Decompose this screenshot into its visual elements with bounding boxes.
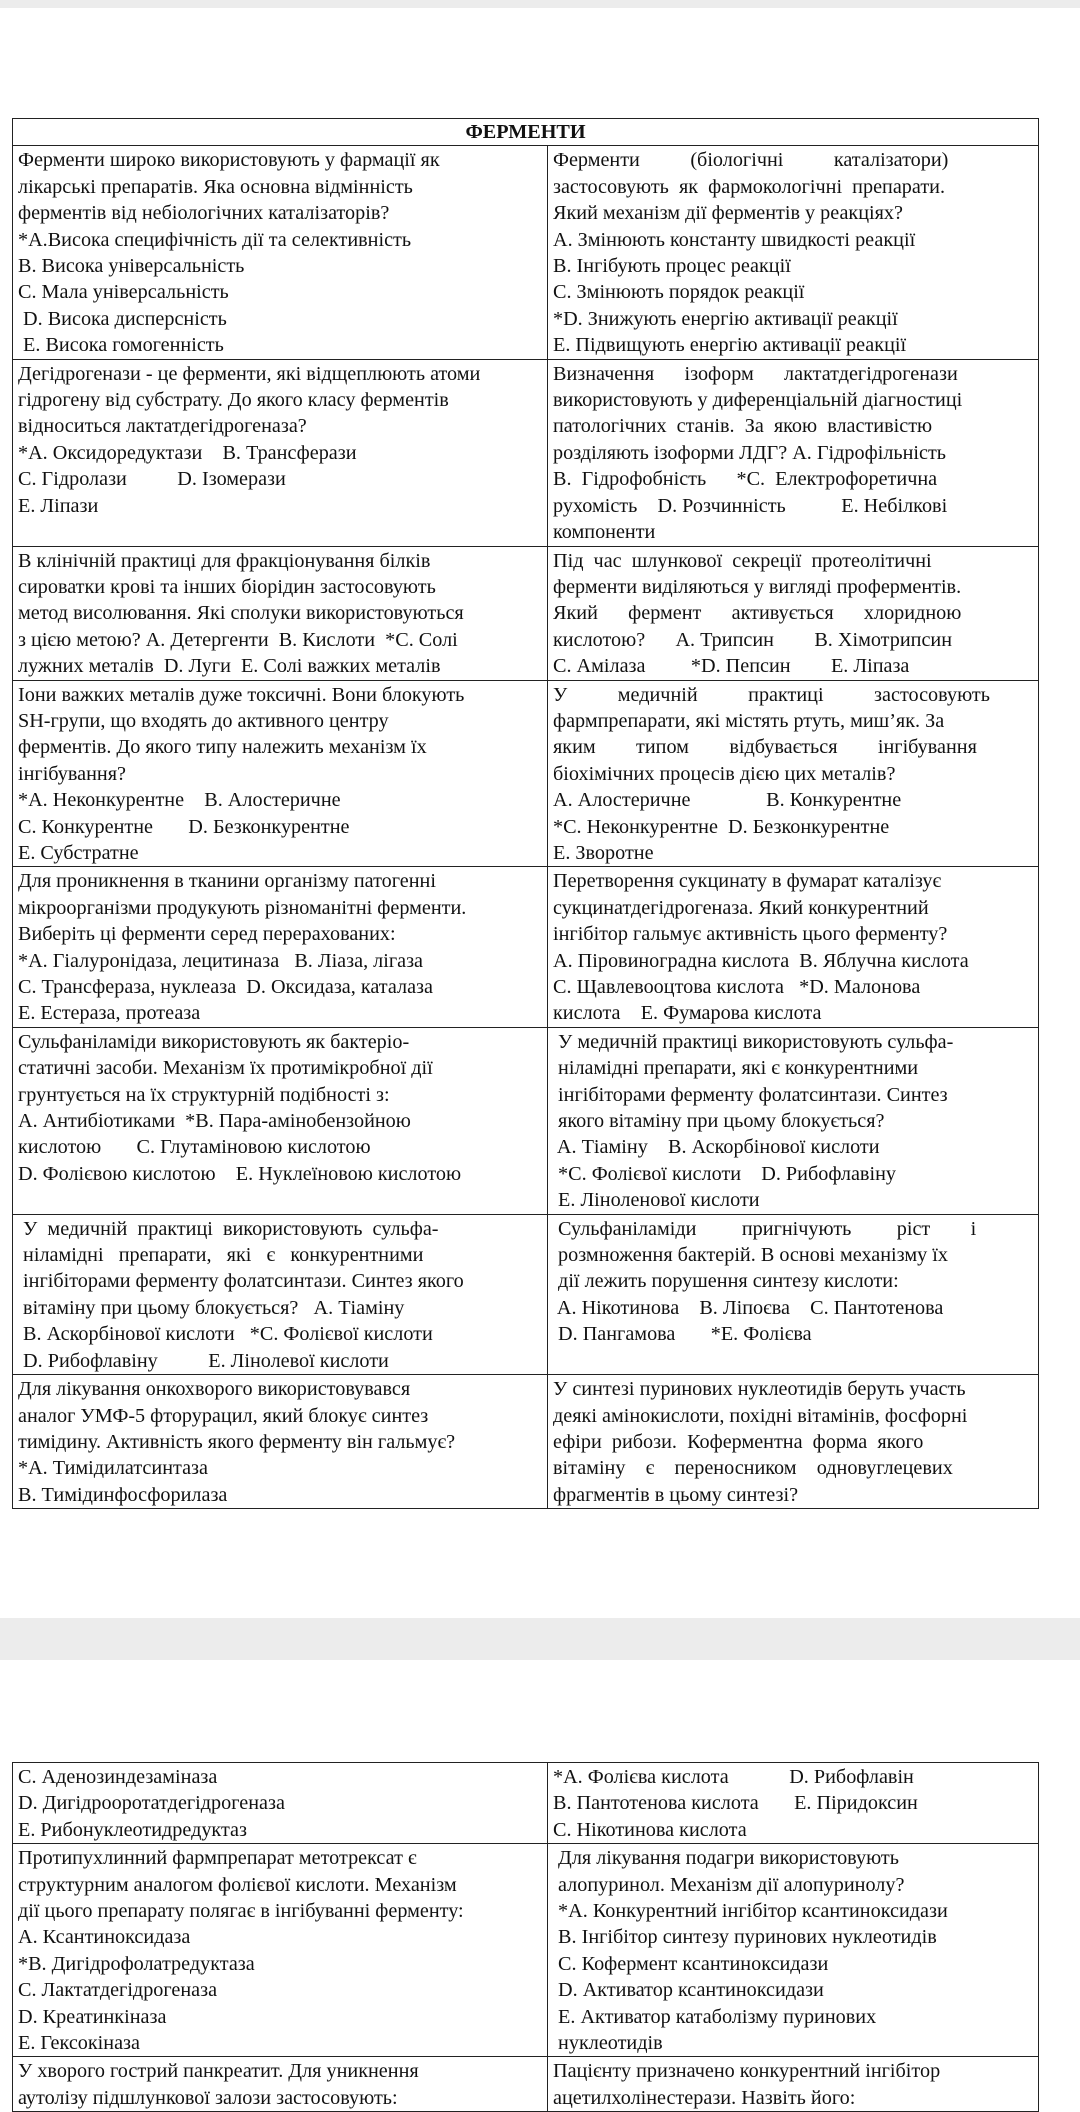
question-line: ферментів. До якого типу належить механізм їх — [18, 736, 427, 759]
question-line: Дегідрогенази - це ферменти, які відщеплюють атоми — [18, 362, 481, 385]
question-line: розмноження бактерій. В основі механізму їх — [553, 1244, 948, 1267]
question-line: сироватки крові та інших біорідин застосовують — [18, 575, 436, 598]
question-row — [13, 1214, 1039, 1374]
question-cell-left — [13, 2057, 548, 2112]
question-line: A. Алостеричне B. Конкурентне — [553, 789, 902, 812]
question-line: *C. Неконкурентне D. Безконкурентне — [553, 815, 890, 838]
question-line: використовують у диференціальній діагностиці — [553, 389, 963, 412]
question-line: *A. Оксидоредуктази B. Трансферази — [18, 441, 357, 464]
enzymes-table-page-1 — [12, 118, 1039, 1509]
question-line: патологічних станів. За якою властивістю — [553, 415, 933, 438]
question-line: Для лікування онкохворого використовувався — [18, 1378, 411, 1401]
question-cell-left — [13, 146, 548, 359]
question-line: біохімічних процесів дією цих металів? — [553, 762, 896, 785]
question-line: *B. Дигідрофолатредуктаза — [18, 1952, 255, 1975]
question-line: з цією метою? A. Детергенти B. Кислоти *C. Солі — [18, 628, 458, 651]
question-line: *A. Конкурентний інгібітор ксантиноксидази — [553, 1900, 948, 1923]
question-line: лікарські препаратів. Яка основна відмінність — [18, 175, 413, 198]
question-line: B. Інгібують процес реакції — [553, 255, 791, 278]
question-line: ферментів від небіологічних каталізаторів? — [18, 202, 390, 225]
question-cell-right — [548, 546, 1039, 680]
question-line: лужних металів D. Луги E. Солі важких металів — [18, 655, 441, 678]
question-line: B. Пантотенова кислота E. Піридоксин — [553, 1792, 918, 1815]
question-cell-right — [548, 2057, 1039, 2112]
question-line: ацетилхолінестерази. Назвіть його: — [553, 2086, 856, 2109]
question-line: *А.Висока специфічність дії та селективність — [18, 228, 412, 251]
question-cell-left — [13, 680, 548, 867]
question-row — [13, 867, 1039, 1027]
question-cell-right — [548, 1214, 1039, 1374]
question-row — [13, 2057, 1039, 2112]
question-row — [13, 1844, 1039, 2057]
question-line: A. Піровиноградна кислота B. Яблучна кислота — [553, 949, 969, 972]
question-line: фармпрепарати, які містять ртуть, миш’як. За — [553, 709, 945, 732]
question-line: У медичній практиці використовують сульфа- — [18, 1217, 439, 1240]
question-line: деякі амінокислоти, похідні вітамінів, фосфорні — [553, 1404, 968, 1427]
question-cell-left — [13, 1214, 548, 1374]
question-line: D. Дигідрооротатдегідрогеназа — [18, 1792, 285, 1815]
question-line: алопуринол. Механізм дії алопуринолу? — [553, 1873, 905, 1896]
question-row — [13, 1375, 1039, 1509]
question-cell-left — [13, 1844, 548, 2057]
question-line: Виберіть ці ферменти серед перерахованих: — [18, 923, 396, 946]
question-line: кислотою C. Глутаміновою кислотою — [18, 1136, 371, 1159]
question-line: A. Ксантиноксидаза — [18, 1926, 191, 1949]
question-line: C. Конкурентне D. Безконкурентне — [18, 815, 350, 838]
question-line: Протипухлинний фармпрепарат метотрексат є — [18, 1847, 417, 1870]
question-cell-right — [548, 359, 1039, 546]
question-line: вітаміну є переносником одновуглецевих — [553, 1457, 953, 1480]
question-line: D. Висока дисперсність — [18, 307, 227, 330]
question-line: *A. Неконкурентне B. Алостеричне — [18, 789, 341, 812]
question-line: C. Кофермент ксантиноксидази — [553, 1952, 829, 1975]
question-line: грунтується на їх структурній подібності з: — [18, 1083, 390, 1106]
question-line: кислота E. Фумарова кислота — [553, 1002, 822, 1025]
top-gap — [0, 0, 1080, 8]
question-line: A. Антибіотиками *B. Пара-амінобензойною — [18, 1110, 411, 1133]
question-line: B. Тимідинфосфорилаза — [18, 1483, 228, 1506]
question-cell-right — [548, 146, 1039, 359]
question-line: C. Гідролази D. Ізомерази — [18, 468, 286, 491]
enzymes-table-page-2 — [12, 1762, 1039, 2112]
question-line: Ферменти (біологічні каталізатори) — [553, 149, 949, 172]
question-line: гідрогену від субстрату. До якого класу ферментів — [18, 389, 449, 412]
question-row — [13, 546, 1039, 680]
question-line: відноситься лактатдегідрогеназа? — [18, 415, 307, 438]
question-cell-left — [13, 867, 548, 1027]
question-line: Який механізм дії ферментів у реакціях? — [553, 202, 903, 225]
question-line: A. Нікотинова B. Ліпоєва C. Пантотенова — [553, 1296, 944, 1319]
question-line: E. Підвищують енергію активації реакції — [553, 334, 907, 357]
question-line: E. Активатор катаболізму пуринових — [553, 2005, 877, 2028]
question-line: D. Активатор ксантиноксидази — [553, 1979, 824, 2002]
question-cell-right — [548, 867, 1039, 1027]
question-line: D. Креатинкіназа — [18, 2005, 167, 2028]
question-line: C. Лактатдегідрогеназа — [18, 1979, 218, 2002]
question-cell-left — [13, 1375, 548, 1509]
question-line: розділяють ізоформи ЛДГ? A. Гідрофільність — [553, 441, 946, 464]
question-line: У синтезі пуринових нуклеотидів беруть участь — [553, 1378, 966, 1401]
question-line: *A. Фолієва кислота D. Рибофлавін — [553, 1766, 914, 1788]
page-title: ФЕРМЕНТИ — [13, 119, 1039, 146]
question-line: ферменти виділяються у вигляді проферментів. — [553, 575, 962, 598]
question-line: D. Фолієвою кислотою E. Нуклеїновою кислотою — [18, 1162, 462, 1185]
question-line: інгібітор гальмує активність цього ферменту? — [553, 923, 948, 946]
question-line: *C. Фолієвої кислоти D. Рибофлавіну — [553, 1162, 896, 1185]
question-line: метод висолювання. Які сполуки використовуються — [18, 602, 464, 625]
question-line: компоненти — [553, 521, 656, 544]
question-line: Пацієнту призначено конкурентний інгібітор — [553, 2060, 941, 2083]
question-line: B. Аскорбінової кислоти *C. Фолієвої кислоти — [18, 1323, 433, 1346]
question-line: E. Зворотне — [553, 841, 654, 864]
question-line: дії цього препарату полягає в інгібуванні ферменту: — [18, 1900, 464, 1923]
question-line: аналог УМФ-5 фторурацил, який блокує синтез — [18, 1404, 429, 1427]
question-line: ефіри рибози. Коферментна форма якого — [553, 1430, 924, 1453]
question-line: *D. Знижують енергію активації реакції — [553, 307, 898, 330]
question-line: У хворого гострий панкреатит. Для уникнення — [18, 2060, 419, 2083]
question-line: A. Тіаміну B. Аскорбінової кислоти — [553, 1136, 880, 1159]
question-line: B. Інгібітор синтезу пуринових нуклеотидів — [553, 1926, 937, 1949]
question-line: D. Пангамова *E. Фолієва — [553, 1323, 812, 1346]
page-separator — [0, 1618, 1080, 1660]
question-line: E. Естераза, протеаза — [18, 1002, 201, 1025]
question-line: A. Змінюють константу швидкості реакції — [553, 228, 916, 251]
question-line: тимідину. Активність якого ферменту він гальмує? — [18, 1430, 456, 1453]
question-line: E. Висока гомогенність — [18, 334, 224, 357]
question-line: аутолізу підшлункової залози застосовують: — [18, 2086, 398, 2109]
question-cell-right — [548, 1844, 1039, 2057]
question-cell-right — [548, 680, 1039, 867]
question-line: D. Рибофлавіну E. Лінолевої кислоти — [18, 1349, 389, 1372]
question-row — [13, 1027, 1039, 1214]
question-line: ніламідні препарати, які є конкурентними — [553, 1057, 919, 1080]
question-line: структурним аналогом фолієвої кислоти. Механізм — [18, 1873, 457, 1896]
question-line: E. Гексокіназа — [18, 2032, 140, 2055]
question-line: B. Гідрофобність *C. Електрофоретична — [553, 468, 938, 491]
question-line: інгібіторами ферменту фолатсинтази. Синтез якого — [18, 1270, 464, 1293]
question-cell-right — [548, 1027, 1039, 1214]
question-line: Сульфаніламіди використовують як бактеріо- — [18, 1030, 410, 1053]
question-line: E. Ліпази — [18, 494, 99, 517]
question-line: B. Висока універсальність — [18, 255, 245, 278]
question-line: сукцинатдегідрогеназа. Який конкурентний — [553, 896, 929, 919]
question-line: ніламідні препарати, які є конкурентними — [18, 1244, 424, 1267]
question-row — [13, 146, 1039, 359]
question-line: У медичній практиці використовують сульфа- — [553, 1030, 954, 1053]
question-cell-left — [13, 1763, 548, 1844]
question-line: C. Нікотинова кислота — [553, 1818, 747, 1841]
table-title-row — [13, 119, 1039, 146]
question-line: Під час шлункової секреції протеолітичні — [553, 549, 932, 572]
question-line: інгібіторами ферменту фолатсинтази. Синтез — [553, 1083, 948, 1106]
question-line: якого вітаміну при цьому блокується? — [553, 1110, 885, 1133]
question-line: яким типом відбувається інгібування — [553, 736, 977, 759]
question-line: E. Рибонуклеотидредуктаз — [18, 1818, 247, 1841]
question-line: Іони важких металів дуже токсичні. Вони блокують — [18, 683, 465, 706]
question-line: Перетворення сукцинату в фумарат каталізує — [553, 870, 942, 893]
question-cell-left — [13, 1027, 548, 1214]
question-line: Визначення ізоформ лактатдегідрогенази — [553, 362, 958, 385]
question-line: мікроорганізми продукують різноманітні ферменти. — [18, 896, 467, 919]
question-row — [13, 359, 1039, 546]
question-line: фрагментів в цьому синтезі? — [553, 1483, 799, 1506]
question-cell-left — [13, 359, 548, 546]
question-cell-right — [548, 1375, 1039, 1509]
question-line: E. Субстратне — [18, 841, 139, 864]
question-line: C. Змінюють порядок реакції — [553, 281, 805, 304]
question-line: інгібування? — [18, 762, 126, 785]
question-row — [13, 680, 1039, 867]
question-line: Ферменти широко використовують у фармації як — [18, 149, 440, 172]
question-line: рухомість D. Розчинність E. Небілкові — [553, 494, 948, 517]
question-line: дії лежить порушення синтезу кислоти: — [553, 1270, 899, 1293]
question-line: вітаміну при цьому блокується? A. Тіаміну — [18, 1296, 405, 1319]
question-line: C. Аденозиндезаміназа — [18, 1766, 218, 1788]
question-line: кислотою? A. Трипсин B. Хімотрипсин — [553, 628, 953, 651]
question-line: C. Амілаза *D. Пепсин E. Ліпаза — [553, 655, 910, 678]
question-line: C. Щавлевооцтова кислота *D. Малонова — [553, 976, 921, 998]
question-line: В клінічній практиці для фракціонування білків — [18, 549, 431, 572]
question-row — [13, 1763, 1039, 1844]
question-line: C. Трансфераза, нуклеаза D. Оксидаза, каталаза — [18, 976, 433, 998]
question-line: Сульфаніламіди пригнічують ріст і — [553, 1217, 977, 1240]
question-line: Для лікування подагри використовують — [553, 1847, 899, 1870]
question-line: Для проникнення в тканини організму патогенні — [18, 870, 436, 893]
question-line: У медичній практиці застосовують — [553, 683, 990, 706]
question-line: Який фермент активується хлоридною — [553, 602, 962, 625]
question-line: статичні засоби. Механізм їх протимікробної дії — [18, 1057, 433, 1080]
question-line: *A. Тимідилатсинтаза — [18, 1457, 208, 1480]
question-cell-right — [548, 1763, 1039, 1844]
question-line: SH-групи, що входять до активного центру — [18, 709, 389, 732]
question-line: C. Мала універсальність — [18, 281, 229, 304]
question-line: застосовують як фармокологічні препарати. — [553, 175, 946, 198]
question-cell-left — [13, 546, 548, 680]
question-line: E. Ліноленової кислоти — [553, 1189, 760, 1212]
question-line: нуклеотидів — [553, 2032, 663, 2055]
question-line: *A. Гіалуронідаза, лецитиназа B. Ліаза, лігаза — [18, 949, 424, 972]
